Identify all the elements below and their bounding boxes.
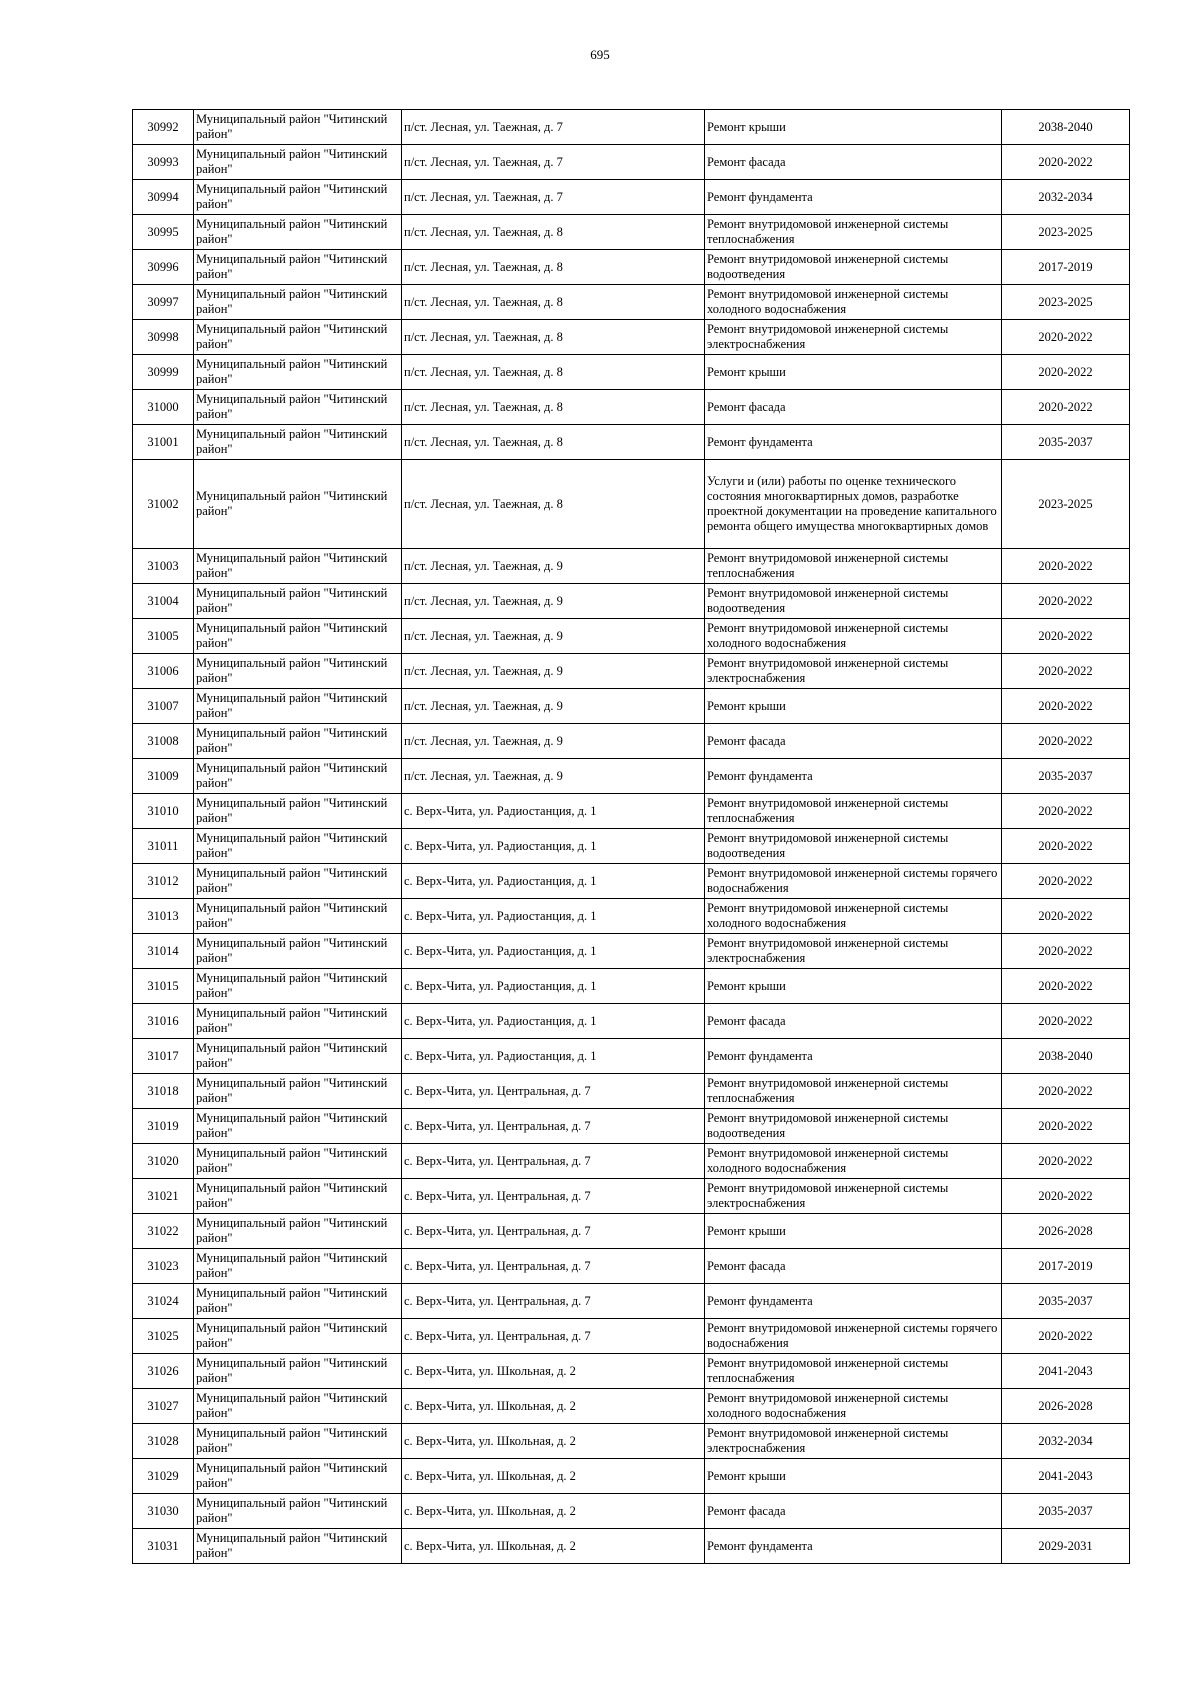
table-row bbox=[133, 320, 1130, 355]
address-cell: с. Верх-Чита, ул. Школьная, д. 2 bbox=[402, 1424, 705, 1459]
row-id-cell: 31014 bbox=[133, 934, 194, 969]
municipality-cell: Муниципальный район "Читинский район" bbox=[194, 969, 402, 1004]
period-cell: 2020-2022 bbox=[1002, 1144, 1130, 1179]
municipality-cell: Муниципальный район "Читинский район" bbox=[194, 1389, 402, 1424]
address-cell: с. Верх-Чита, ул. Центральная, д. 7 bbox=[402, 1179, 705, 1214]
address-cell: с. Верх-Чита, ул. Школьная, д. 2 bbox=[402, 1494, 705, 1529]
table-row bbox=[133, 390, 1130, 425]
table-row bbox=[133, 1074, 1130, 1109]
table-row bbox=[133, 460, 1130, 549]
municipality-cell: Муниципальный район "Читинский район" bbox=[194, 1109, 402, 1144]
row-id-cell: 30993 bbox=[133, 145, 194, 180]
address-cell: п/ст. Лесная, ул. Таежная, д. 8 bbox=[402, 250, 705, 285]
work-type-cell: Ремонт крыши bbox=[705, 1459, 1002, 1494]
work-type-cell: Ремонт внутридомовой инженерной системы водоотведения bbox=[705, 829, 1002, 864]
period-cell: 2017-2019 bbox=[1002, 250, 1130, 285]
row-id-cell: 30997 bbox=[133, 285, 194, 320]
work-type-cell: Услуги и (или) работы по оценке технического состояния многоквартирных домов, разработке проектной документации на проведение капитального ремонта общего имущества многоквартирных домов bbox=[705, 460, 1002, 549]
period-cell: 2020-2022 bbox=[1002, 654, 1130, 689]
table-row bbox=[133, 1179, 1130, 1214]
table-row bbox=[133, 654, 1130, 689]
period-cell: 2032-2034 bbox=[1002, 180, 1130, 215]
period-cell: 2023-2025 bbox=[1002, 215, 1130, 250]
period-cell: 2020-2022 bbox=[1002, 829, 1130, 864]
work-type-cell: Ремонт фасада bbox=[705, 145, 1002, 180]
page-number: 695 bbox=[590, 47, 610, 62]
period-cell: 2020-2022 bbox=[1002, 864, 1130, 899]
period-cell: 2020-2022 bbox=[1002, 355, 1130, 390]
row-id-cell: 31000 bbox=[133, 390, 194, 425]
work-type-cell: Ремонт фундамента bbox=[705, 1284, 1002, 1319]
row-id-cell: 31026 bbox=[133, 1354, 194, 1389]
row-id-cell: 31001 bbox=[133, 425, 194, 460]
row-id-cell: 31031 bbox=[133, 1529, 194, 1564]
work-type-cell: Ремонт фасада bbox=[705, 1004, 1002, 1039]
address-cell: п/ст. Лесная, ул. Таежная, д. 9 bbox=[402, 689, 705, 724]
address-cell: с. Верх-Чита, ул. Радиостанция, д. 1 bbox=[402, 829, 705, 864]
period-cell: 2020-2022 bbox=[1002, 899, 1130, 934]
row-id-cell: 31006 bbox=[133, 654, 194, 689]
work-type-cell: Ремонт фасада bbox=[705, 390, 1002, 425]
row-id-cell: 31030 bbox=[133, 1494, 194, 1529]
row-id-cell: 31015 bbox=[133, 969, 194, 1004]
work-type-cell: Ремонт внутридомовой инженерной системы теплоснабжения bbox=[705, 215, 1002, 250]
work-type-cell: Ремонт внутридомовой инженерной системы водоотведения bbox=[705, 584, 1002, 619]
address-cell: п/ст. Лесная, ул. Таежная, д. 8 bbox=[402, 425, 705, 460]
period-cell: 2023-2025 bbox=[1002, 285, 1130, 320]
table-row bbox=[133, 1249, 1130, 1284]
address-cell: п/ст. Лесная, ул. Таежная, д. 8 bbox=[402, 355, 705, 390]
municipality-cell: Муниципальный район "Читинский район" bbox=[194, 460, 402, 549]
municipality-cell: Муниципальный район "Читинский район" bbox=[194, 1179, 402, 1214]
row-id-cell: 30998 bbox=[133, 320, 194, 355]
table-row bbox=[133, 1459, 1130, 1494]
work-type-cell: Ремонт внутридомовой инженерной системы электроснабжения bbox=[705, 1179, 1002, 1214]
period-cell: 2038-2040 bbox=[1002, 1039, 1130, 1074]
municipality-cell: Муниципальный район "Читинский район" bbox=[194, 145, 402, 180]
table-row bbox=[133, 1529, 1130, 1564]
municipality-cell: Муниципальный район "Читинский район" bbox=[194, 425, 402, 460]
table-row bbox=[133, 619, 1130, 654]
work-type-cell: Ремонт крыши bbox=[705, 689, 1002, 724]
municipality-cell: Муниципальный район "Читинский район" bbox=[194, 1039, 402, 1074]
municipality-cell: Муниципальный район "Читинский район" bbox=[194, 250, 402, 285]
work-type-cell: Ремонт внутридомовой инженерной системы горячего водоснабжения bbox=[705, 1319, 1002, 1354]
table-row bbox=[133, 969, 1130, 1004]
work-type-cell: Ремонт внутридомовой инженерной системы водоотведения bbox=[705, 1109, 1002, 1144]
table-row bbox=[133, 864, 1130, 899]
table-row bbox=[133, 829, 1130, 864]
row-id-cell: 31029 bbox=[133, 1459, 194, 1494]
municipality-cell: Муниципальный район "Читинский район" bbox=[194, 1074, 402, 1109]
work-type-cell: Ремонт внутридомовой инженерной системы холодного водоснабжения bbox=[705, 1144, 1002, 1179]
municipality-cell: Муниципальный район "Читинский район" bbox=[194, 1529, 402, 1564]
address-cell: п/ст. Лесная, ул. Таежная, д. 8 bbox=[402, 215, 705, 250]
row-id-cell: 31002 bbox=[133, 460, 194, 549]
address-cell: с. Верх-Чита, ул. Радиостанция, д. 1 bbox=[402, 969, 705, 1004]
municipality-cell: Муниципальный район "Читинский район" bbox=[194, 1214, 402, 1249]
table-row bbox=[133, 1389, 1130, 1424]
period-cell: 2035-2037 bbox=[1002, 1494, 1130, 1529]
table-body bbox=[133, 110, 1130, 1564]
period-cell: 2020-2022 bbox=[1002, 1074, 1130, 1109]
municipality-cell: Муниципальный район "Читинский район" bbox=[194, 794, 402, 829]
municipality-cell: Муниципальный район "Читинский район" bbox=[194, 1319, 402, 1354]
row-id-cell: 31011 bbox=[133, 829, 194, 864]
period-cell: 2041-2043 bbox=[1002, 1354, 1130, 1389]
period-cell: 2020-2022 bbox=[1002, 969, 1130, 1004]
municipality-cell: Муниципальный район "Читинский район" bbox=[194, 1004, 402, 1039]
address-cell: п/ст. Лесная, ул. Таежная, д. 7 bbox=[402, 110, 705, 145]
table-row bbox=[133, 1494, 1130, 1529]
table-row bbox=[133, 180, 1130, 215]
address-cell: с. Верх-Чита, ул. Школьная, д. 2 bbox=[402, 1389, 705, 1424]
period-cell: 2020-2022 bbox=[1002, 689, 1130, 724]
work-type-cell: Ремонт внутридомовой инженерной системы электроснабжения bbox=[705, 654, 1002, 689]
work-type-cell: Ремонт фундамента bbox=[705, 759, 1002, 794]
municipality-cell: Муниципальный район "Читинский район" bbox=[194, 215, 402, 250]
row-id-cell: 31016 bbox=[133, 1004, 194, 1039]
table-row bbox=[133, 934, 1130, 969]
municipality-cell: Муниципальный район "Читинский район" bbox=[194, 110, 402, 145]
municipality-cell: Муниципальный район "Читинский район" bbox=[194, 1284, 402, 1319]
table-row bbox=[133, 1354, 1130, 1389]
table-row bbox=[133, 1319, 1130, 1354]
table-row bbox=[133, 899, 1130, 934]
row-id-cell: 31013 bbox=[133, 899, 194, 934]
table-row bbox=[133, 1109, 1130, 1144]
address-cell: с. Верх-Чита, ул. Центральная, д. 7 bbox=[402, 1284, 705, 1319]
address-cell: п/ст. Лесная, ул. Таежная, д. 9 bbox=[402, 619, 705, 654]
row-id-cell: 30994 bbox=[133, 180, 194, 215]
address-cell: с. Верх-Чита, ул. Центральная, д. 7 bbox=[402, 1109, 705, 1144]
row-id-cell: 31009 bbox=[133, 759, 194, 794]
work-type-cell: Ремонт внутридомовой инженерной системы холодного водоснабжения bbox=[705, 899, 1002, 934]
row-id-cell: 31008 bbox=[133, 724, 194, 759]
address-cell: с. Верх-Чита, ул. Центральная, д. 7 bbox=[402, 1144, 705, 1179]
municipality-cell: Муниципальный район "Читинский район" bbox=[194, 320, 402, 355]
row-id-cell: 31010 bbox=[133, 794, 194, 829]
address-cell: с. Верх-Чита, ул. Радиостанция, д. 1 bbox=[402, 1039, 705, 1074]
work-type-cell: Ремонт внутридомовой инженерной системы теплоснабжения bbox=[705, 549, 1002, 584]
period-cell: 2020-2022 bbox=[1002, 584, 1130, 619]
row-id-cell: 31020 bbox=[133, 1144, 194, 1179]
table-row bbox=[133, 584, 1130, 619]
municipality-cell: Муниципальный район "Читинский район" bbox=[194, 1459, 402, 1494]
address-cell: с. Верх-Чита, ул. Центральная, д. 7 bbox=[402, 1249, 705, 1284]
municipality-cell: Муниципальный район "Читинский район" bbox=[194, 1249, 402, 1284]
municipality-cell: Муниципальный район "Читинский район" bbox=[194, 759, 402, 794]
municipality-cell: Муниципальный район "Читинский район" bbox=[194, 724, 402, 759]
address-cell: п/ст. Лесная, ул. Таежная, д. 8 bbox=[402, 460, 705, 549]
address-cell: с. Верх-Чита, ул. Радиостанция, д. 1 bbox=[402, 934, 705, 969]
municipality-cell: Муниципальный район "Читинский район" bbox=[194, 1354, 402, 1389]
work-type-cell: Ремонт внутридомовой инженерной системы теплоснабжения bbox=[705, 1354, 1002, 1389]
work-type-cell: Ремонт внутридомовой инженерной системы холодного водоснабжения bbox=[705, 285, 1002, 320]
table-row bbox=[133, 689, 1130, 724]
table-row bbox=[133, 549, 1130, 584]
row-id-cell: 31025 bbox=[133, 1319, 194, 1354]
table-row bbox=[133, 1424, 1130, 1459]
period-cell: 2020-2022 bbox=[1002, 145, 1130, 180]
table-row bbox=[133, 1144, 1130, 1179]
address-cell: с. Верх-Чита, ул. Центральная, д. 7 bbox=[402, 1074, 705, 1109]
address-cell: п/ст. Лесная, ул. Таежная, д. 8 bbox=[402, 390, 705, 425]
row-id-cell: 31018 bbox=[133, 1074, 194, 1109]
row-id-cell: 31017 bbox=[133, 1039, 194, 1074]
municipality-cell: Муниципальный район "Читинский район" bbox=[194, 1424, 402, 1459]
address-cell: с. Верх-Чита, ул. Радиостанция, д. 1 bbox=[402, 794, 705, 829]
period-cell: 2041-2043 bbox=[1002, 1459, 1130, 1494]
row-id-cell: 31021 bbox=[133, 1179, 194, 1214]
table-row bbox=[133, 250, 1130, 285]
municipality-cell: Муниципальный район "Читинский район" bbox=[194, 180, 402, 215]
period-cell: 2020-2022 bbox=[1002, 1004, 1130, 1039]
row-id-cell: 31004 bbox=[133, 584, 194, 619]
work-type-cell: Ремонт фундамента bbox=[705, 180, 1002, 215]
municipality-cell: Муниципальный район "Читинский район" bbox=[194, 689, 402, 724]
municipality-cell: Муниципальный район "Читинский район" bbox=[194, 1494, 402, 1529]
municipality-cell: Муниципальный район "Читинский район" bbox=[194, 899, 402, 934]
period-cell: 2017-2019 bbox=[1002, 1249, 1130, 1284]
period-cell: 2029-2031 bbox=[1002, 1529, 1130, 1564]
row-id-cell: 31003 bbox=[133, 549, 194, 584]
address-cell: с. Верх-Чита, ул. Центральная, д. 7 bbox=[402, 1214, 705, 1249]
table-row bbox=[133, 724, 1130, 759]
address-cell: п/ст. Лесная, ул. Таежная, д. 7 bbox=[402, 145, 705, 180]
work-type-cell: Ремонт фасада bbox=[705, 724, 1002, 759]
municipality-cell: Муниципальный район "Читинский район" bbox=[194, 829, 402, 864]
work-type-cell: Ремонт внутридомовой инженерной системы холодного водоснабжения bbox=[705, 1389, 1002, 1424]
period-cell: 2020-2022 bbox=[1002, 1179, 1130, 1214]
period-cell: 2020-2022 bbox=[1002, 619, 1130, 654]
row-id-cell: 31019 bbox=[133, 1109, 194, 1144]
municipality-cell: Муниципальный район "Читинский район" bbox=[194, 1144, 402, 1179]
work-type-cell: Ремонт крыши bbox=[705, 110, 1002, 145]
address-cell: п/ст. Лесная, ул. Таежная, д. 9 bbox=[402, 549, 705, 584]
municipality-cell: Муниципальный район "Читинский район" bbox=[194, 584, 402, 619]
period-cell: 2020-2022 bbox=[1002, 320, 1130, 355]
municipality-cell: Муниципальный район "Читинский район" bbox=[194, 934, 402, 969]
row-id-cell: 31024 bbox=[133, 1284, 194, 1319]
address-cell: с. Верх-Чита, ул. Школьная, д. 2 bbox=[402, 1459, 705, 1494]
table-row bbox=[133, 110, 1130, 145]
row-id-cell: 31005 bbox=[133, 619, 194, 654]
row-id-cell: 30999 bbox=[133, 355, 194, 390]
period-cell: 2020-2022 bbox=[1002, 549, 1130, 584]
table-row bbox=[133, 285, 1130, 320]
period-cell: 2020-2022 bbox=[1002, 1109, 1130, 1144]
municipality-cell: Муниципальный район "Читинский район" bbox=[194, 285, 402, 320]
table-row bbox=[133, 355, 1130, 390]
row-id-cell: 31012 bbox=[133, 864, 194, 899]
work-type-cell: Ремонт внутридомовой инженерной системы теплоснабжения bbox=[705, 794, 1002, 829]
row-id-cell: 30995 bbox=[133, 215, 194, 250]
address-cell: с. Верх-Чита, ул. Школьная, д. 2 bbox=[402, 1529, 705, 1564]
period-cell: 2038-2040 bbox=[1002, 110, 1130, 145]
row-id-cell: 31007 bbox=[133, 689, 194, 724]
address-cell: п/ст. Лесная, ул. Таежная, д. 9 bbox=[402, 759, 705, 794]
row-id-cell: 30996 bbox=[133, 250, 194, 285]
period-cell: 2035-2037 bbox=[1002, 1284, 1130, 1319]
work-type-cell: Ремонт внутридомовой инженерной системы теплоснабжения bbox=[705, 1074, 1002, 1109]
period-cell: 2020-2022 bbox=[1002, 1319, 1130, 1354]
work-type-cell: Ремонт внутридомовой инженерной системы холодного водоснабжения bbox=[705, 619, 1002, 654]
address-cell: с. Верх-Чита, ул. Радиостанция, д. 1 bbox=[402, 864, 705, 899]
period-cell: 2020-2022 bbox=[1002, 724, 1130, 759]
municipality-cell: Муниципальный район "Читинский район" bbox=[194, 619, 402, 654]
work-type-cell: Ремонт крыши bbox=[705, 1214, 1002, 1249]
row-id-cell: 31022 bbox=[133, 1214, 194, 1249]
row-id-cell: 30992 bbox=[133, 110, 194, 145]
municipality-cell: Муниципальный район "Читинский район" bbox=[194, 355, 402, 390]
address-cell: с. Верх-Чита, ул. Школьная, д. 2 bbox=[402, 1354, 705, 1389]
address-cell: п/ст. Лесная, ул. Таежная, д. 9 bbox=[402, 584, 705, 619]
period-cell: 2035-2037 bbox=[1002, 425, 1130, 460]
address-cell: с. Верх-Чита, ул. Радиостанция, д. 1 bbox=[402, 1004, 705, 1039]
table-row bbox=[133, 1039, 1130, 1074]
address-cell: п/ст. Лесная, ул. Таежная, д. 7 bbox=[402, 180, 705, 215]
table-row bbox=[133, 1284, 1130, 1319]
period-cell: 2035-2037 bbox=[1002, 759, 1130, 794]
work-type-cell: Ремонт внутридомовой инженерной системы водоотведения bbox=[705, 250, 1002, 285]
address-cell: п/ст. Лесная, ул. Таежная, д. 9 bbox=[402, 654, 705, 689]
table-row bbox=[133, 425, 1130, 460]
work-type-cell: Ремонт крыши bbox=[705, 355, 1002, 390]
row-id-cell: 31027 bbox=[133, 1389, 194, 1424]
address-cell: п/ст. Лесная, ул. Таежная, д. 8 bbox=[402, 320, 705, 355]
address-cell: с. Верх-Чита, ул. Радиостанция, д. 1 bbox=[402, 899, 705, 934]
work-type-cell: Ремонт фундамента bbox=[705, 425, 1002, 460]
period-cell: 2026-2028 bbox=[1002, 1214, 1130, 1249]
period-cell: 2020-2022 bbox=[1002, 934, 1130, 969]
work-type-cell: Ремонт внутридомовой инженерной системы горячего водоснабжения bbox=[705, 864, 1002, 899]
municipality-cell: Муниципальный район "Читинский район" bbox=[194, 549, 402, 584]
table-row bbox=[133, 145, 1130, 180]
work-type-cell: Ремонт фасада bbox=[705, 1249, 1002, 1284]
table-row bbox=[133, 215, 1130, 250]
work-type-cell: Ремонт внутридомовой инженерной системы электроснабжения bbox=[705, 320, 1002, 355]
work-type-cell: Ремонт фасада bbox=[705, 1494, 1002, 1529]
table-row bbox=[133, 759, 1130, 794]
work-type-cell: Ремонт внутридомовой инженерной системы электроснабжения bbox=[705, 1424, 1002, 1459]
work-type-cell: Ремонт фундамента bbox=[705, 1039, 1002, 1074]
table-row bbox=[133, 794, 1130, 829]
row-id-cell: 31023 bbox=[133, 1249, 194, 1284]
address-cell: с. Верх-Чита, ул. Центральная, д. 7 bbox=[402, 1319, 705, 1354]
period-cell: 2020-2022 bbox=[1002, 794, 1130, 829]
municipality-cell: Муниципальный район "Читинский район" bbox=[194, 654, 402, 689]
work-type-cell: Ремонт внутридомовой инженерной системы электроснабжения bbox=[705, 934, 1002, 969]
municipality-cell: Муниципальный район "Читинский район" bbox=[194, 390, 402, 425]
address-cell: п/ст. Лесная, ул. Таежная, д. 9 bbox=[402, 724, 705, 759]
row-id-cell: 31028 bbox=[133, 1424, 194, 1459]
work-type-cell: Ремонт крыши bbox=[705, 969, 1002, 1004]
period-cell: 2023-2025 bbox=[1002, 460, 1130, 549]
period-cell: 2020-2022 bbox=[1002, 390, 1130, 425]
municipality-cell: Муниципальный район "Читинский район" bbox=[194, 864, 402, 899]
period-cell: 2026-2028 bbox=[1002, 1389, 1130, 1424]
work-type-cell: Ремонт фундамента bbox=[705, 1529, 1002, 1564]
table-row bbox=[133, 1004, 1130, 1039]
period-cell: 2032-2034 bbox=[1002, 1424, 1130, 1459]
address-cell: п/ст. Лесная, ул. Таежная, д. 8 bbox=[402, 285, 705, 320]
table-row bbox=[133, 1214, 1130, 1249]
repair-schedule-table bbox=[132, 109, 1130, 1564]
